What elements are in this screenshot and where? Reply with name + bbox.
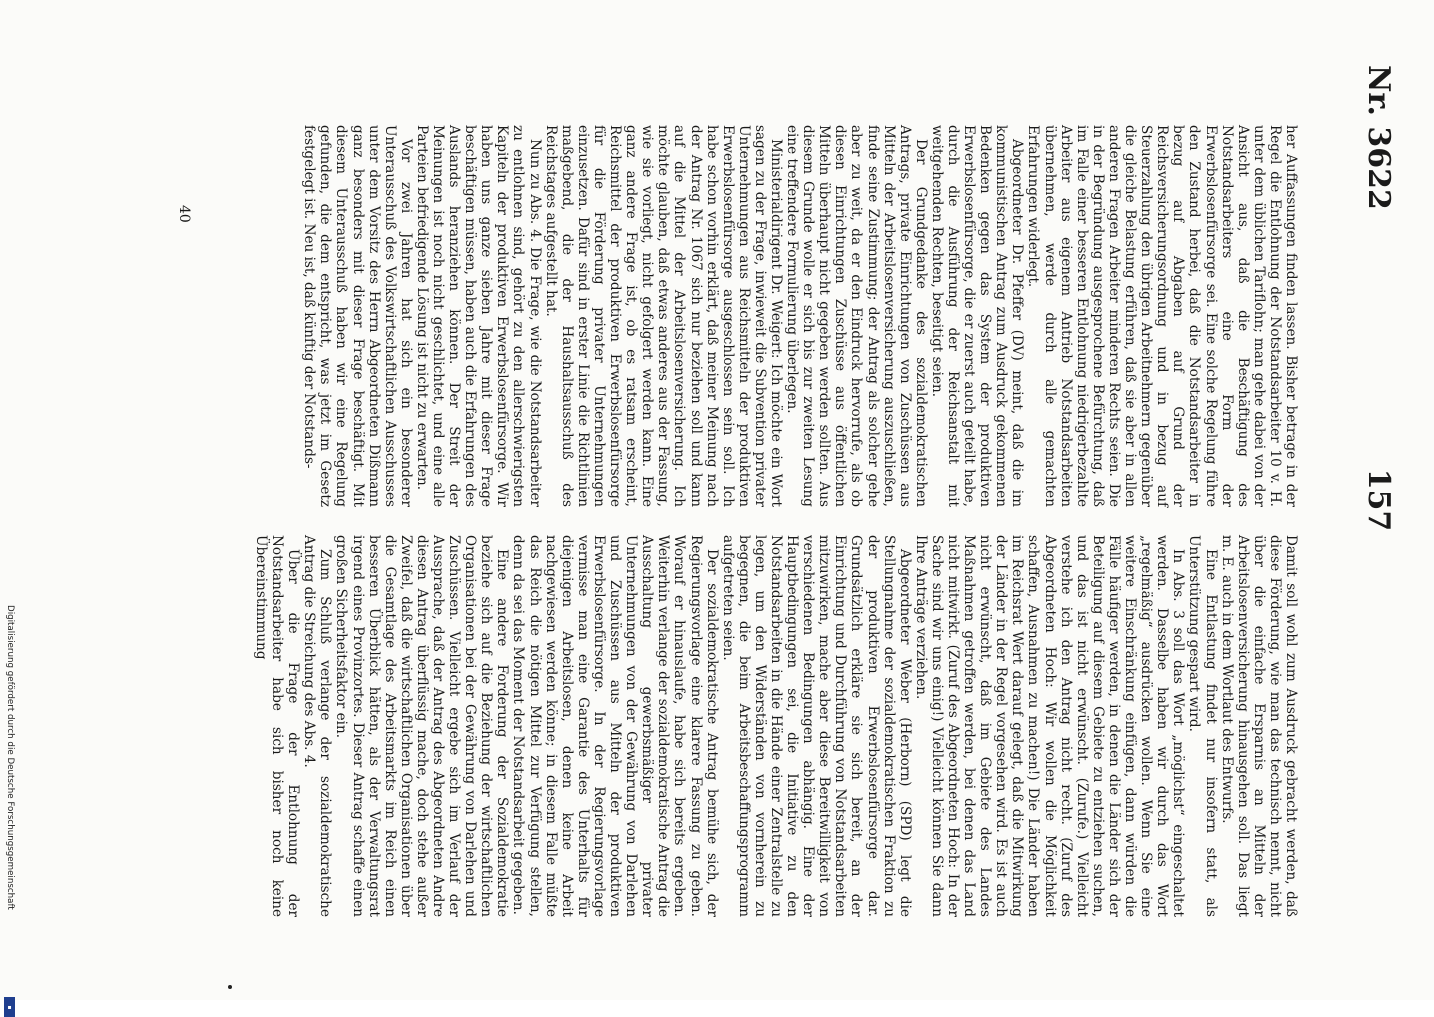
paragraph: Der sozialdemokratische Antrag bemühe sich, der Regierungsvorlage eine klarere Fassung zu geben. Worauf er hinauslaufe, habe sich bereits ergeben. Weiterhin verlange der sozialdemokratische Antrag die Ausschaltung gewerbsmäßiger privater Unternehmungen von der Gewährung von Darlehen und Zuschüssen aus Mitteln der produktiven Erwerbslosenfürsorge. In der Regierungsvorlage vermisse man eine Garantie des Unterhalts für diejenigen Arbeitslosen, denen keine Arbeit nachgewiesen werden könne; in diesem Falle müßte das Reich die nötigen Mittel zur Verfügung stellen, denn da sei das Moment der Notstandsarbeit gegeben. [510, 535, 720, 917]
paragraph: Abgeordneter Dr. Pfeffer (DV) meint, daß die im kommunistischen Antrag zum Ausdruck gekommenen Bedenken gegen das System der produktiven Erwerbslosenfürsorge, die er zuerst auch geteilt habe, durch die Ausführung der Reichsanstalt mit weitgehenden Rechten, beseitigt seien. [928, 125, 1026, 507]
paragraph: In Abs. 3 soll das Wort „möglichst“ eingeschaltet werden. Dasselbe haben wir durch das Wort „regelmäßig“ ausdrücken wollen. Wenn Sie eine weitere Einschränkung einfügen, dann würden die Fälle häufiger werden, in denen die Länder sich der Beteiligung auf diesem Gebiete zu entziehen suchen, und das ist nicht erwünscht. (Zurufe.) Vielleicht verstehe ich den Antrag nicht recht. (Zuruf des Abgeordneten Hoch: Wir wollen die Möglichkeit schaffen, Ausnahmen zu machen!) Die Länder haben im Reichsrat Wert darauf gelegt, daß die Mitwirkung der Länder in der Regel vorgesehen wird. Es ist auch nicht erwünscht, daß im Gebiete des Landes Maßnahmen getroffen werden, bei denen das Land nicht mitwirkt. (Zuruf des Abgeordneten Hoch: In der Sache sind wir uns einig!) Vielleicht können Sie dann Ihre Anträge verziehen. [912, 535, 1187, 917]
digitization-credit [4, 605, 15, 1011]
page-number: 157 [1361, 468, 1396, 532]
paragraph: Vor zwei Jahren hat sich ein besonderer Unterausschuß des Volkswirtschaftlichen Ausschusses unter dem Vorsitz des Herrn Abgeordneten Dißmann ganz besonders mit dieser Frage beschäftigt. Mit diesem Unterausschuß haben wir eine Regelung gefunden, die dem entspricht, was jetzt im Gesetz festgelegt ist. Neu ist, daß künftig der Notstands- [301, 125, 414, 507]
paragraph: Abgeordneter Weber (Herborn) (SPD) legt die Stellungnahme der sozialdemokratischen Fraktion zu der produktiven Erwerbslosenfürsorge dar. Grundsätzlich erkläre sie sich bereit, an der Einrichtung und Durchführung von Notstandsarbeiten mitzuwirken, mache aber diese Bereitwilligkeit von verschiedenen Bedingungen abhängig. Eine der Hauptbedingungen sei, die Initiative zu den Notstandsarbeiten in die Hände einer Zentralstelle zu legen, um den Widerständen von vornherein zu begegnen, die beim Arbeitsbeschaffungsprogramm aufgetreten seien. [719, 535, 913, 917]
paragraph: Der Grundgedanke des sozialdemokratischen Antrags, private Einrichtungen von Zuschüssen aus Mitteln der Arbeitslosenversicherung auszuschließen, finde seine Zustimmung; der Antrag als solcher gehe aber zu weit, da er den Eindruck hervorrufe, als ob diesen Einrichtungen Zuschüsse aus öffentlichen Mitteln überhaupt nicht gegeben werden sollten. Aus diesem Grunde wolle er sich bis zur zweiten Lesung eine treffendere Formulierung überlegen. [784, 125, 929, 507]
paragraph: Eine Entlastung findet nur insofern statt, als Unterstützung gespart wird. [1186, 535, 1219, 917]
text-column-left [301, 125, 1299, 507]
document-number: Nr. 3622 [1361, 65, 1396, 210]
page-header [1346, 40, 1396, 960]
paragraph: Damit soll wohl zum Ausdruck gebracht werden, daß diese Förderung, wie man das technisch nennt, nicht über die einfache Ersparnis an Mitteln der Arbeitslosenversicherung hinausgehen soll. Das liegt m. E. auch in dem Wortlaut des Entwurfs. [1218, 535, 1299, 917]
scan-speck [228, 985, 232, 989]
credit-text: Digitalisierung gefördert durch die Deutsche Forschungsgemeinschaft [5, 605, 15, 910]
paragraph: Nun zu Abs. 4. Die Frage, wie die Notstandsarbeiter zu entlohnen sind, gehört zu den allerschwierigsten Kapiteln der produktiven Erwerbslosenfürsorge. Wir haben uns ganze sieben Jahre mit dieser Frage beschäftigen müssen, haben auch die Erfahrungen des Auslands heranziehen können. Der Streit der Meinungen ist noch nicht geschlichtet, und eine alle Parteien befriedigende Lösung ist nicht zu erwarten. [413, 125, 543, 507]
paragraph: Zum Schluß verlange der sozialdemokratische Antrag die Streichung des Abs. 4. [301, 535, 334, 917]
dfg-logo-icon: ▪ [4, 997, 15, 1017]
paragraph: Über die Frage der Entlohnung der Notstandsarbeiter habe sich bisher noch keine Übereinstimmung [253, 535, 302, 917]
text-column-right [253, 535, 1299, 917]
printer-signature: 40 [176, 205, 192, 223]
paragraph: Ministerialdirigent Dr. Weigert: Ich möchte ein Wort sagen zu der Frage, inwieweit die Subvention privater Unternehmungen aus Reichsmitteln der produktiven Erwerbslosenfürsorge ausgeschlossen sein soll. Ich habe schon vorhin erklärt, daß meiner Meinung nach der Antrag Nr. 1067 sich nur beziehen soll und kann auf die Mittel der Arbeitslosenversicherung. Ich möchte glauben, daß etwas anderes aus der Fassung, wie sie vorliegt, nicht gefolgert werden kann. Eine ganz andere Frage ist, ob es ratsam erscheint, Reichsmittel der produktiven Erwerbslosenfürsorge für die Förderung privater Unternehmungen einzusetzen. Dafür sind in erster Linie die Richtlinien maßgebend, die der Haushaltsausschuß des Reichstages aufgestellt hat. [542, 125, 784, 507]
paragraph: Eine andere Forderung der Sozialdemokratie beziehe sich auf die Beziehung der wirtschaftlichen Organisationen bei der Gewährung von Darlehen und Zuschüssen. Vielleicht ergebe sich im Verlauf der Aussprache, daß der Antrag des Abgeordneten Andre diesen Antrag überflüssig mache, doch stehe außer Zweifel, daß die wirtschaftlichen Organisationen über die Gesamtlage des Arbeitsmarkts im Reich einen besseren Überblick hätten, als der Verwaltungsrat irgend eines Provinzortes. Dieser Antrag schaffe einen großen Sicherheitsfaktor ein. [333, 535, 511, 917]
paragraph: her Auffassungen finden lassen. Bisher betrage in der Regel die Entlohnung der Notstandsarbeiter 10 v. H. unter dem üblichen Tariflohn; man gehe dabei von der Ansicht aus, daß die Beschäftigung des Notstandsarbeiters eine Form der Erwerbslosenfürsorge sei. Eine solche Regelung führe den Zustand herbei, daß die Notstandsarbeiter in bezug auf Abgaben auf Grund der Reichsversicherungsordnung und in bezug auf Steuerzahlung den übrigen Arbeitnehmern gegenüber die gleiche Belastung erführen, daß sie aber in allen anderen Fragen Arbeiter minderen Rechts seien. Die in der Begründung ausgesprochene Befürchtung, daß im Falle einer besseren Entlohnung niedrigerbezahlte Arbeiter aus eigenem Antrieb Notstandsarbeiten übernehmen, werde durch alle gemachten Erfahrungen widerlegt. [1025, 125, 1299, 507]
